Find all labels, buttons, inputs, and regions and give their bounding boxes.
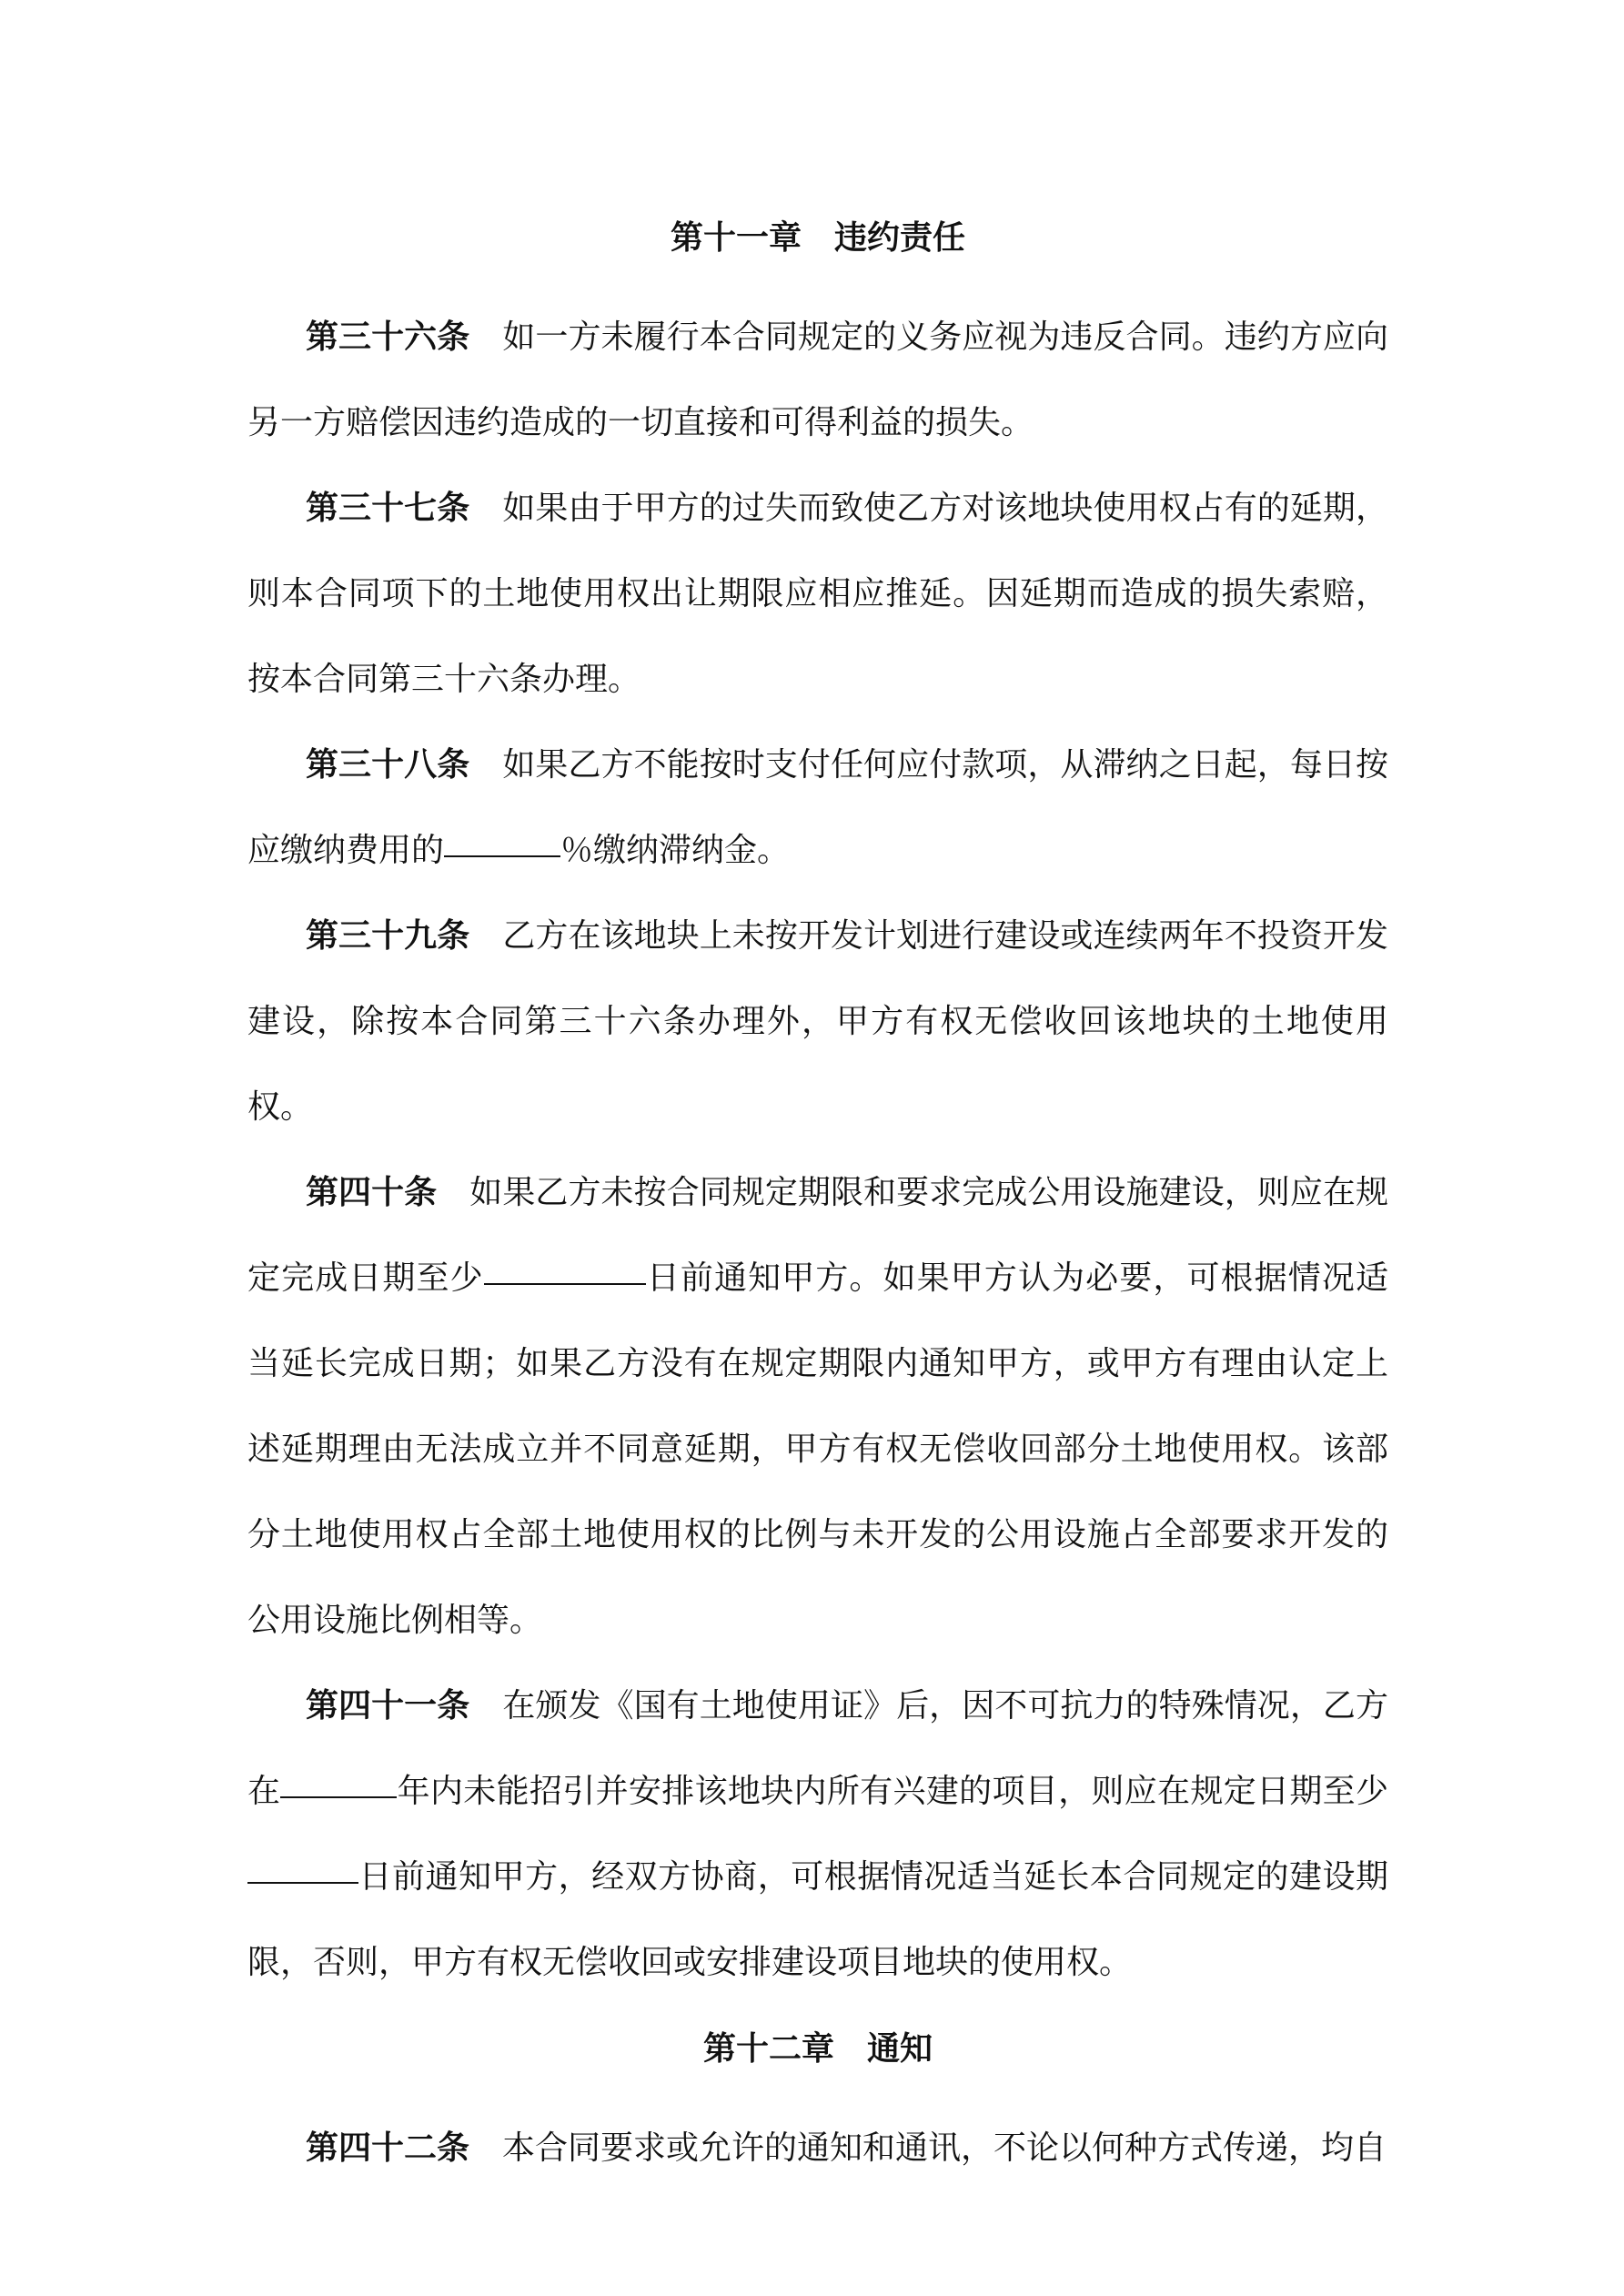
article-40 [247,1150,1388,1664]
article-39 [247,894,1388,1150]
chapter-12-title: 第十二章 通知 [702,2030,933,2068]
article-37-label: 第三十七条 [306,490,470,527]
article-38-text-b: ％缴纳滞纳金。 [560,832,791,869]
article-38-label: 第三十八条 [306,746,470,784]
days-blank-start [247,1882,262,1884]
article-41-text-a: 在颁发《国有土地使用证》后，因不可抗力的特殊情况，乙方在 [247,1687,1388,1810]
notice-days-blank [484,1283,646,1285]
article-39-text: 乙方在该地块上未按开发计划进行建设或连续两年不投资开发建设，除按本合同第三十六条办理外，甲方有权无偿收回该地块的土地使用权。 [247,917,1388,1126]
article-37-text: 如果由于甲方的过失而致使乙方对该地块使用权占有的延期，则本合同项下的土地使用权出让期限应相应推延。因延期而造成的损失索赔，按本合同第三十六条办理。 [247,490,1388,698]
article-40-label: 第四十条 [306,1174,438,1211]
article-38 [247,723,1388,894]
article-40-text-b: 日前通知甲方。如果甲方认为必要，可根据情况适当延长完成日期；如果乙方没有在规定期限内通知甲方，或甲方有理由认定上述延期理由无法成立并不同意延期，甲方有权无偿收回部分土地使用权。该部分土地使用权占全部土地使用权的比例与未开发的公用设施占全部要求开发的公用设施比例相等。 [247,1259,1388,1639]
article-37 [247,466,1388,723]
article-41-label: 第四十一条 [306,1687,470,1725]
article-39-label: 第三十九条 [306,917,470,955]
late-fee-percent-blank [444,855,560,857]
years-blank [280,1796,397,1798]
article-42-label: 第四十二条 [306,2129,470,2167]
article-38-text-a: 如果乙方不能按时支付任何应付款项，从滞纳之日起，每日按应缴纳费用的 [247,746,1388,869]
article-41 [247,1664,1388,2006]
article-36-text: 如一方未履行本合同规定的义务应视为违反合同。违约方应向另一方赔偿因违约造成的一切直接和可得利益的损失。 [247,319,1388,441]
days-blank [262,1882,358,1884]
article-36 [247,295,1388,466]
article-36-label: 第三十六条 [306,319,470,356]
contract-page [247,209,1388,2191]
chapter-11-title: 第十一章 违约责任 [670,219,965,257]
article-42 [247,2106,1388,2191]
article-40-text-a: 如果乙方未按合同规定期限和要求完成公用设施建设，则应在规定完成日期至少 [247,1174,1388,1297]
article-41-text-c: 日前通知甲方，经双方协商，可根据情况适当延长本合同规定的建设期限，否则，甲方有权无偿收回或安排建设项目地块的使用权。 [247,1858,1388,1981]
article-41-text-b: 年内未能招引并安排该地块内所有兴建的项目，则应在规定日期至少 [397,1773,1388,1810]
article-42-text: 本合同要求或允许的通知和通讯，不论以何种方式传递，均自 [502,2129,1387,2167]
